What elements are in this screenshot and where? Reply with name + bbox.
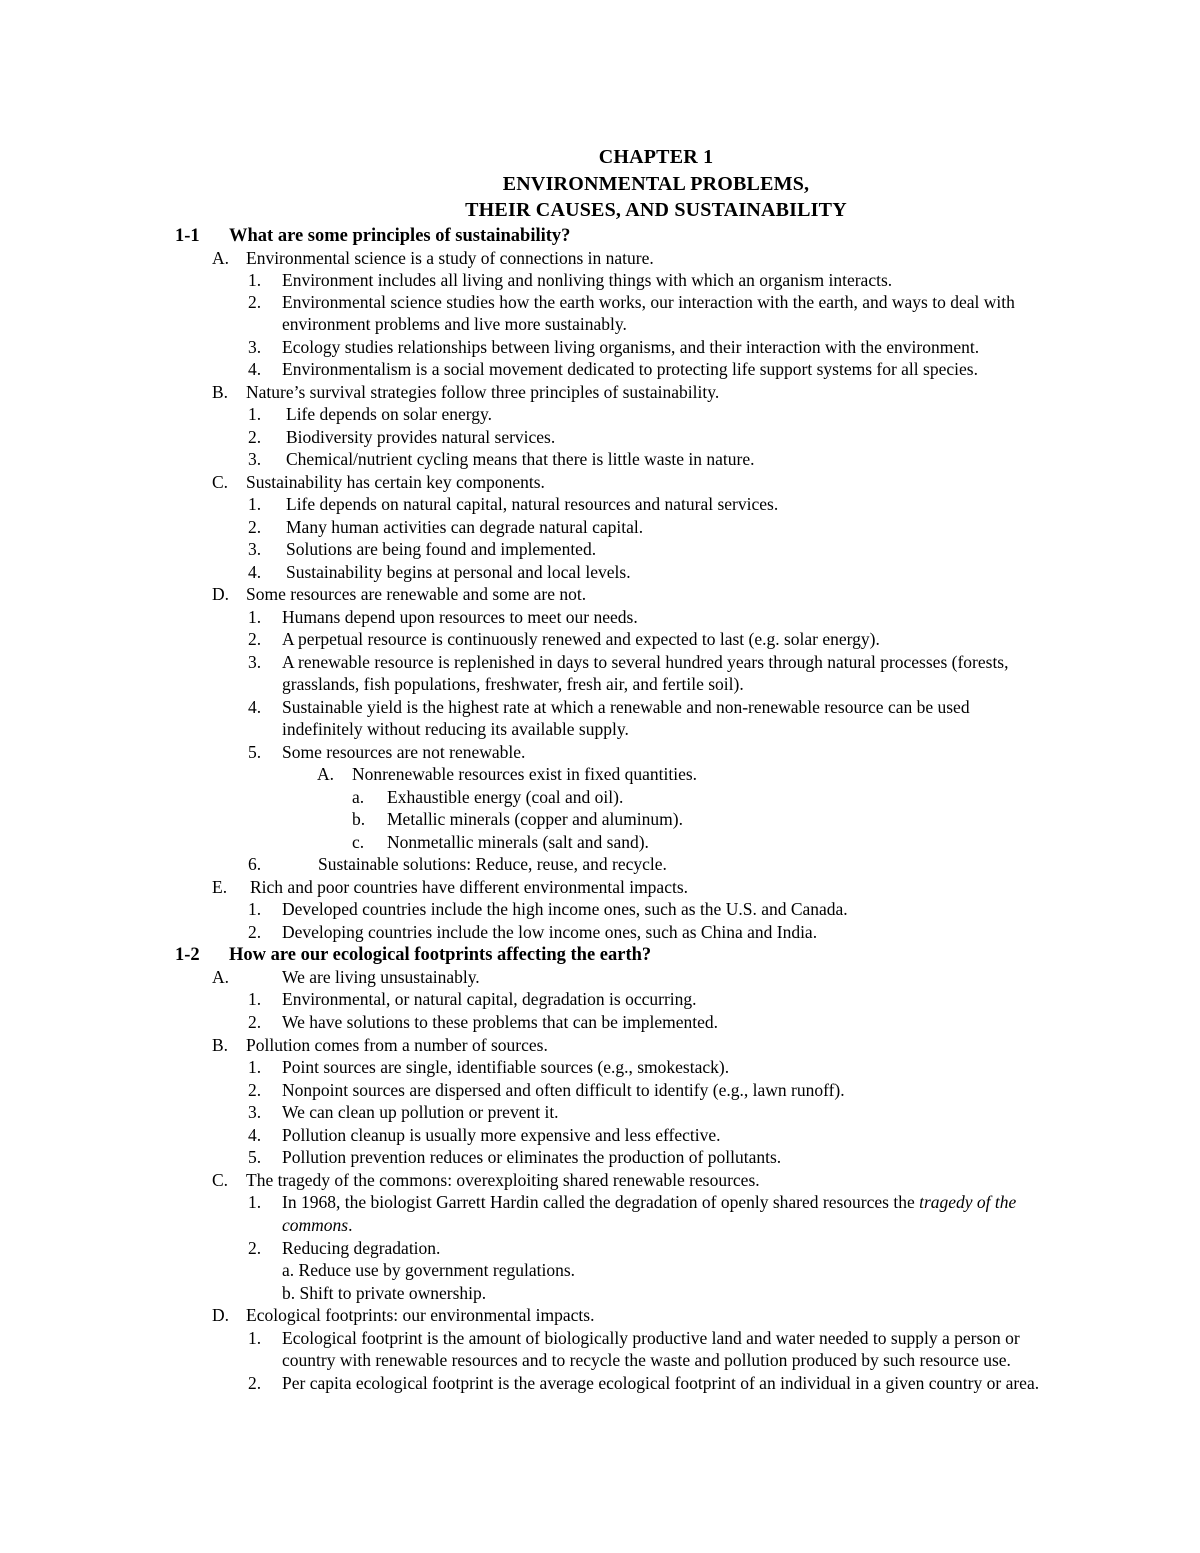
- item-label: A.: [212, 967, 230, 987]
- item-text: Environment includes all living and nonliving things with which an organism interacts.: [282, 270, 893, 290]
- item-text: Biodiversity provides natural services.: [286, 427, 556, 447]
- item-text: Exhaustible energy (coal and oil).: [387, 787, 624, 807]
- item-text-continued: indefinitely without reducing its available supply.: [282, 719, 629, 739]
- chapter-title-line-1: ENVIRONMENTAL PROBLEMS,: [502, 173, 810, 195]
- item-label: 1.: [248, 989, 262, 1009]
- item-label: 2.: [248, 517, 262, 537]
- item-text: Sustainability begins at personal and local levels.: [286, 562, 631, 582]
- chapter-title-line-2: THEIR CAUSES, AND SUSTAINABILITY: [465, 199, 847, 221]
- item-text: A renewable resource is replenished in days to several hundred years through natural processes (forests,: [282, 652, 1009, 672]
- item-text-plain: .: [348, 1215, 353, 1235]
- item-text: Environmental, or natural capital, degradation is occurring.: [282, 989, 697, 1009]
- item-text: Pollution prevention reduces or eliminates the production of pollutants.: [282, 1147, 782, 1167]
- chapter-number: CHAPTER 1: [598, 146, 714, 168]
- item-label: 5.: [248, 1147, 262, 1167]
- section-title: How are our ecological footprints affecting the earth?: [229, 945, 652, 965]
- item-text: Ecological footprint is the amount of biologically productive land and water needed to supply a person or: [282, 1328, 1020, 1348]
- item-text: Pollution cleanup is usually more expensive and less effective.: [282, 1125, 721, 1145]
- item-label: 5.: [248, 742, 262, 762]
- item-label: A.: [317, 764, 335, 784]
- item-text: Life depends on natural capital, natural resources and natural services.: [286, 494, 779, 514]
- item-label: 2.: [248, 1373, 262, 1393]
- item-label: a.: [352, 787, 365, 807]
- item-text: Reducing degradation.: [282, 1238, 441, 1258]
- item-text: The tragedy of the commons: overexploiting shared renewable resources.: [246, 1170, 760, 1190]
- item-text: Developing countries include the low income ones, such as China and India.: [282, 922, 818, 942]
- item-label: 2.: [248, 1012, 262, 1032]
- item-text: Environmentalism is a social movement dedicated to protecting life support systems for all species.: [282, 359, 978, 379]
- item-label: B.: [212, 1035, 229, 1055]
- item-text: We are living unsustainably.: [282, 967, 480, 987]
- section-number: 1-2: [175, 945, 200, 965]
- item-text: We can clean up pollution or prevent it.: [282, 1102, 559, 1122]
- item-text: Point sources are single, identifiable sources (e.g., smokestack).: [282, 1057, 730, 1077]
- section-number: 1-1: [175, 226, 200, 246]
- item-label: 2.: [248, 629, 262, 649]
- item-label: 1.: [248, 494, 262, 514]
- item-text: Metallic minerals (copper and aluminum).: [387, 809, 683, 829]
- item-label: D.: [212, 1305, 230, 1325]
- item-label: 1.: [248, 1057, 262, 1077]
- item-label: 6.: [248, 854, 262, 874]
- item-label: A.: [212, 248, 230, 268]
- item-text: b. Shift to private ownership.: [282, 1283, 487, 1303]
- item-label: 4.: [248, 1125, 262, 1145]
- item-text: Sustainable solutions: Reduce, reuse, and recycle.: [318, 854, 667, 874]
- item-text: Nonmetallic minerals (salt and sand).: [387, 832, 649, 852]
- item-text-plain: In 1968, the biologist Garrett Hardin called the degradation of openly shared resources the: [282, 1192, 920, 1212]
- item-text: Nonrenewable resources exist in fixed quantities.: [352, 764, 698, 784]
- item-text: a. Reduce use by government regulations.: [282, 1260, 576, 1280]
- item-text: Per capita ecological footprint is the average ecological footprint of an individual in a given country or area.: [282, 1373, 1040, 1393]
- item-text: Nonpoint sources are dispersed and often difficult to identify (e.g., lawn runoff).: [282, 1080, 845, 1100]
- item-text-continued: environment problems and live more sustainably.: [282, 314, 627, 334]
- item-label: 1.: [248, 607, 262, 627]
- item-text: Pollution comes from a number of sources.: [246, 1035, 548, 1055]
- section-heading-1-1: [175, 225, 570, 247]
- item-label: 4.: [248, 359, 262, 379]
- item-text: Solutions are being found and implemented.: [286, 539, 597, 559]
- item-text: Some resources are not renewable.: [282, 742, 526, 762]
- item-label: 3.: [248, 449, 262, 469]
- item-text: Ecology studies relationships between living organisms, and their interaction with the environment.: [282, 337, 980, 357]
- item-text: Environmental science is a study of connections in nature.: [246, 248, 654, 268]
- item-text: Developed countries include the high income ones, such as the U.S. and Canada.: [282, 899, 848, 919]
- item-text: Chemical/nutrient cycling means that there is little waste in nature.: [286, 449, 755, 469]
- item-label: 3.: [248, 1102, 262, 1122]
- item-label: B.: [212, 382, 229, 402]
- item-text: Many human activities can degrade natural capital.: [286, 517, 644, 537]
- item-label: 3.: [248, 539, 262, 559]
- item-text-emphasis: commons: [282, 1215, 349, 1235]
- item-label: E.: [212, 877, 228, 897]
- item-label: 1.: [248, 1192, 262, 1212]
- item-label: 2.: [248, 427, 262, 447]
- item-label: C.: [212, 1170, 229, 1190]
- item-text-continued: [282, 1214, 352, 1237]
- item-label: b.: [352, 809, 366, 829]
- item-text-emphasis: tragedy of the: [919, 1192, 1017, 1212]
- item-text: Rich and poor countries have different environmental impacts.: [250, 877, 689, 897]
- item-label: 3.: [248, 652, 262, 672]
- item-label: 1.: [248, 899, 262, 919]
- item-text: Sustainable yield is the highest rate at which a renewable and non-renewable resource can be used: [282, 697, 970, 717]
- item-text: Ecological footprints: our environmental impacts.: [246, 1305, 595, 1325]
- item-label: C.: [212, 472, 229, 492]
- item-label: 1.: [248, 1328, 262, 1348]
- item-text: Environmental science studies how the earth works, our interaction with the earth, and ways to deal with: [282, 292, 1015, 312]
- item-text: Some resources are renewable and some are not.: [246, 584, 587, 604]
- item-text: Humans depend upon resources to meet our needs.: [282, 607, 638, 627]
- item-text: Life depends on solar energy.: [286, 404, 493, 424]
- section-title: What are some principles of sustainability?: [229, 226, 571, 246]
- item-text: Sustainability has certain key components.: [246, 472, 545, 492]
- item-label: 1.: [248, 270, 262, 290]
- section-heading-1-2: [175, 944, 651, 966]
- item-label: 3.: [248, 337, 262, 357]
- item-text: Nature’s survival strategies follow three principles of sustainability.: [246, 382, 720, 402]
- item-label: D.: [212, 584, 230, 604]
- item-label: 1.: [248, 404, 262, 424]
- item-text: A perpetual resource is continuously renewed and expected to last (e.g. solar energy).: [282, 629, 880, 649]
- item-text-continued: country with renewable resources and to recycle the waste and pollution produced by such resource use.: [282, 1350, 1011, 1370]
- item-label: 2.: [248, 292, 262, 312]
- item-label: 2.: [248, 922, 262, 942]
- item-label: 4.: [248, 562, 262, 582]
- item-label: 2.: [248, 1238, 262, 1258]
- item-text: We have solutions to these problems that can be implemented.: [282, 1012, 718, 1032]
- item-text: [282, 1191, 1016, 1214]
- item-text-continued: grasslands, fish populations, freshwater, fresh air, and fertile soil).: [282, 674, 744, 694]
- item-label: c.: [352, 832, 365, 852]
- item-label: 2.: [248, 1080, 262, 1100]
- item-label: 4.: [248, 697, 262, 717]
